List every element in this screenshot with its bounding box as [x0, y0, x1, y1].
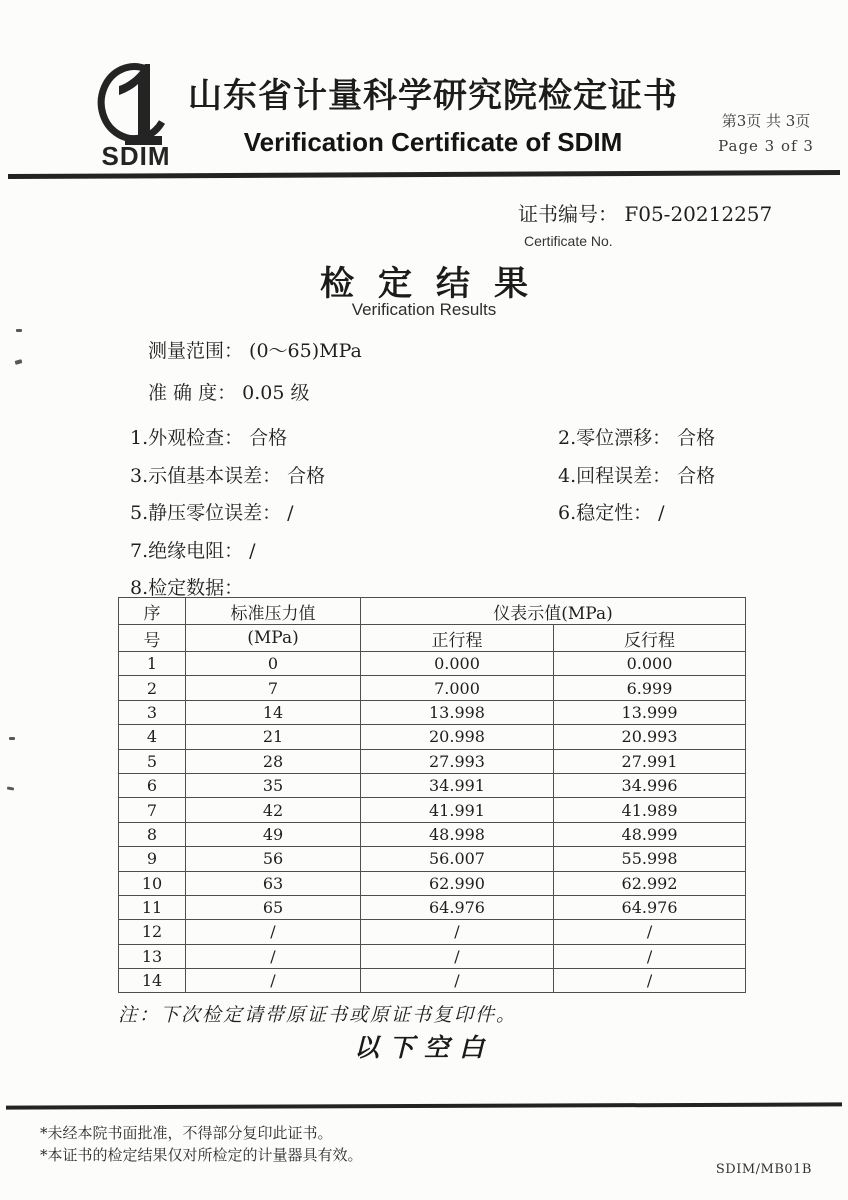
table-cell-down: / — [554, 944, 746, 968]
table-cell-up: 27.993 — [361, 749, 554, 773]
table-row — [119, 871, 746, 895]
blank-below-text: 以下空白 — [353, 1033, 494, 1062]
check-item: 7.绝缘电阻： / — [130, 539, 256, 562]
scan-speck — [9, 737, 15, 740]
header-divider — [8, 170, 840, 179]
table-cell-std: 28 — [186, 749, 361, 773]
header-mpa-unit: (MPa) — [186, 625, 361, 652]
table-cell-up: 62.990 — [361, 871, 554, 895]
table-row — [119, 944, 746, 968]
svg-text:SDIM: SDIM — [101, 141, 171, 168]
table-cell-no: 12 — [119, 920, 186, 944]
certificate-number: 证书编号： F05-20212257 — [518, 202, 773, 226]
table-row — [119, 725, 746, 749]
header-titles — [168, 68, 698, 158]
check-item: 1.外观检查： 合格 — [130, 427, 288, 449]
table-cell-down: 6.999 — [554, 676, 746, 700]
table-row — [119, 895, 746, 919]
check-item: 6.稳定性： / — [558, 502, 665, 524]
table-cell-no: 9 — [119, 847, 186, 871]
table-cell-down: 55.998 — [554, 847, 746, 871]
header-indication-group: 仪表示值(MPa) — [361, 598, 746, 625]
table-row — [119, 798, 746, 822]
table-cell-std: 14 — [186, 700, 361, 724]
check-items-left-column — [130, 420, 325, 608]
table-cell-up: 0.000 — [361, 652, 554, 676]
table-cell-down: 0.000 — [554, 652, 746, 676]
table-body — [119, 652, 746, 993]
check-items-right-column — [558, 420, 715, 533]
table-cell-std: / — [186, 969, 361, 993]
header-seq-2: 号 — [119, 625, 186, 652]
page-number-en: Page 3 of 3 — [718, 137, 814, 155]
table-cell-std: 35 — [186, 773, 361, 797]
table-cell-down: 41.989 — [554, 798, 746, 822]
table-cell-std: 63 — [186, 871, 361, 895]
header-up-stroke: 正行程 — [361, 625, 554, 652]
table-cell-down: 20.993 — [554, 725, 746, 749]
check-item: 2.零位漂移： 合格 — [558, 427, 716, 449]
table-cell-down: / — [554, 969, 746, 993]
table-cell-std: 7 — [186, 676, 361, 700]
table-cell-std: 65 — [186, 895, 361, 919]
table-cell-up: 41.991 — [361, 798, 554, 822]
table-cell-std: 42 — [186, 798, 361, 822]
table-cell-no: 5 — [119, 749, 186, 773]
table-cell-up: / — [361, 944, 554, 968]
table-cell-up: / — [361, 920, 554, 944]
table-row — [119, 773, 746, 797]
table-header-row-1 — [119, 598, 746, 625]
table-cell-no: 10 — [119, 871, 186, 895]
table-cell-no: 6 — [119, 773, 186, 797]
table-cell-std: 0 — [186, 652, 361, 676]
table-cell-down: 48.999 — [554, 822, 746, 846]
table-row — [119, 652, 746, 676]
table-header-row-2 — [119, 625, 746, 652]
table-cell-up: 7.000 — [361, 676, 554, 700]
table-cell-down: 27.991 — [554, 749, 746, 773]
check-item: 3.示值基本误差： 合格 — [130, 464, 326, 487]
page-number-cn: 第3页 共 3页 — [721, 112, 811, 130]
table-row — [119, 749, 746, 773]
table-row — [119, 920, 746, 944]
header-down-stroke: 反行程 — [554, 625, 746, 652]
revalidation-note: 注：下次检定请带原证书或原证书复印件。 — [118, 1004, 518, 1026]
table-row — [119, 969, 746, 993]
table-row — [119, 847, 746, 871]
table-cell-up: 64.976 — [361, 895, 554, 919]
table-row — [119, 700, 746, 724]
table-cell-std: 21 — [186, 725, 361, 749]
results-title-en: Verification Results — [351, 300, 497, 319]
scan-speck — [15, 359, 23, 365]
table-row — [119, 822, 746, 846]
results-title-cn: 检定结果 — [320, 264, 552, 304]
table-cell-down: 62.992 — [554, 871, 746, 895]
table-cell-std: 49 — [186, 822, 361, 846]
check-item: 8.检定数据： — [130, 577, 244, 599]
table-cell-no: 8 — [119, 822, 186, 846]
table-cell-no: 2 — [119, 676, 186, 700]
certificate-number-label-en: Certificate No. — [524, 233, 613, 249]
table-cell-no: 4 — [119, 725, 186, 749]
table-cell-down: 64.976 — [554, 895, 746, 919]
table-cell-up: / — [361, 969, 554, 993]
form-code: SDIM/MB01B — [715, 1162, 812, 1177]
accuracy-class: 准 确 度： 0.05 级 — [148, 382, 310, 404]
table-cell-up: 48.998 — [361, 822, 554, 846]
header-seq-1: 序 — [119, 598, 186, 625]
table-cell-down: 13.999 — [554, 700, 746, 724]
institute-title-cn: 山东省计量科学研究院检定证书 — [188, 76, 678, 116]
table-cell-up: 13.998 — [361, 700, 554, 724]
scan-speck — [7, 786, 14, 790]
check-item: 4.回程误差： 合格 — [558, 464, 716, 487]
header-standard-pressure: 标准压力值 — [186, 598, 361, 625]
check-item: 5.静压零位误差： / — [130, 502, 294, 524]
page-info — [696, 110, 836, 155]
table-cell-no: 1 — [119, 652, 186, 676]
table-cell-no: 7 — [119, 798, 186, 822]
institute-title-en: Verification Certificate of SDIM — [243, 127, 623, 157]
table-cell-up: 20.998 — [361, 725, 554, 749]
table-cell-std: 56 — [186, 847, 361, 871]
table-row — [119, 676, 746, 700]
measuring-range: 测量范围： (0～65)MPa — [148, 340, 362, 362]
table-cell-down: 34.996 — [554, 773, 746, 797]
table-cell-no: 13 — [119, 944, 186, 968]
table-cell-std: / — [186, 944, 361, 968]
table-cell-down: / — [554, 920, 746, 944]
table-cell-no: 14 — [119, 969, 186, 993]
table-cell-up: 34.991 — [361, 773, 554, 797]
table-cell-no: 11 — [119, 895, 186, 919]
verification-data-table — [118, 597, 746, 993]
table-cell-up: 56.007 — [361, 847, 554, 871]
table-cell-std: / — [186, 920, 361, 944]
scan-speck — [16, 329, 22, 332]
footer-note-2: *本证书的检定结果仅对所检定的计量器具有效。 — [40, 1146, 363, 1164]
footer-note-1: *未经本院书面批准，不得部分复印此证书。 — [40, 1124, 333, 1142]
footer-divider — [6, 1102, 842, 1109]
table-cell-no: 3 — [119, 700, 186, 724]
